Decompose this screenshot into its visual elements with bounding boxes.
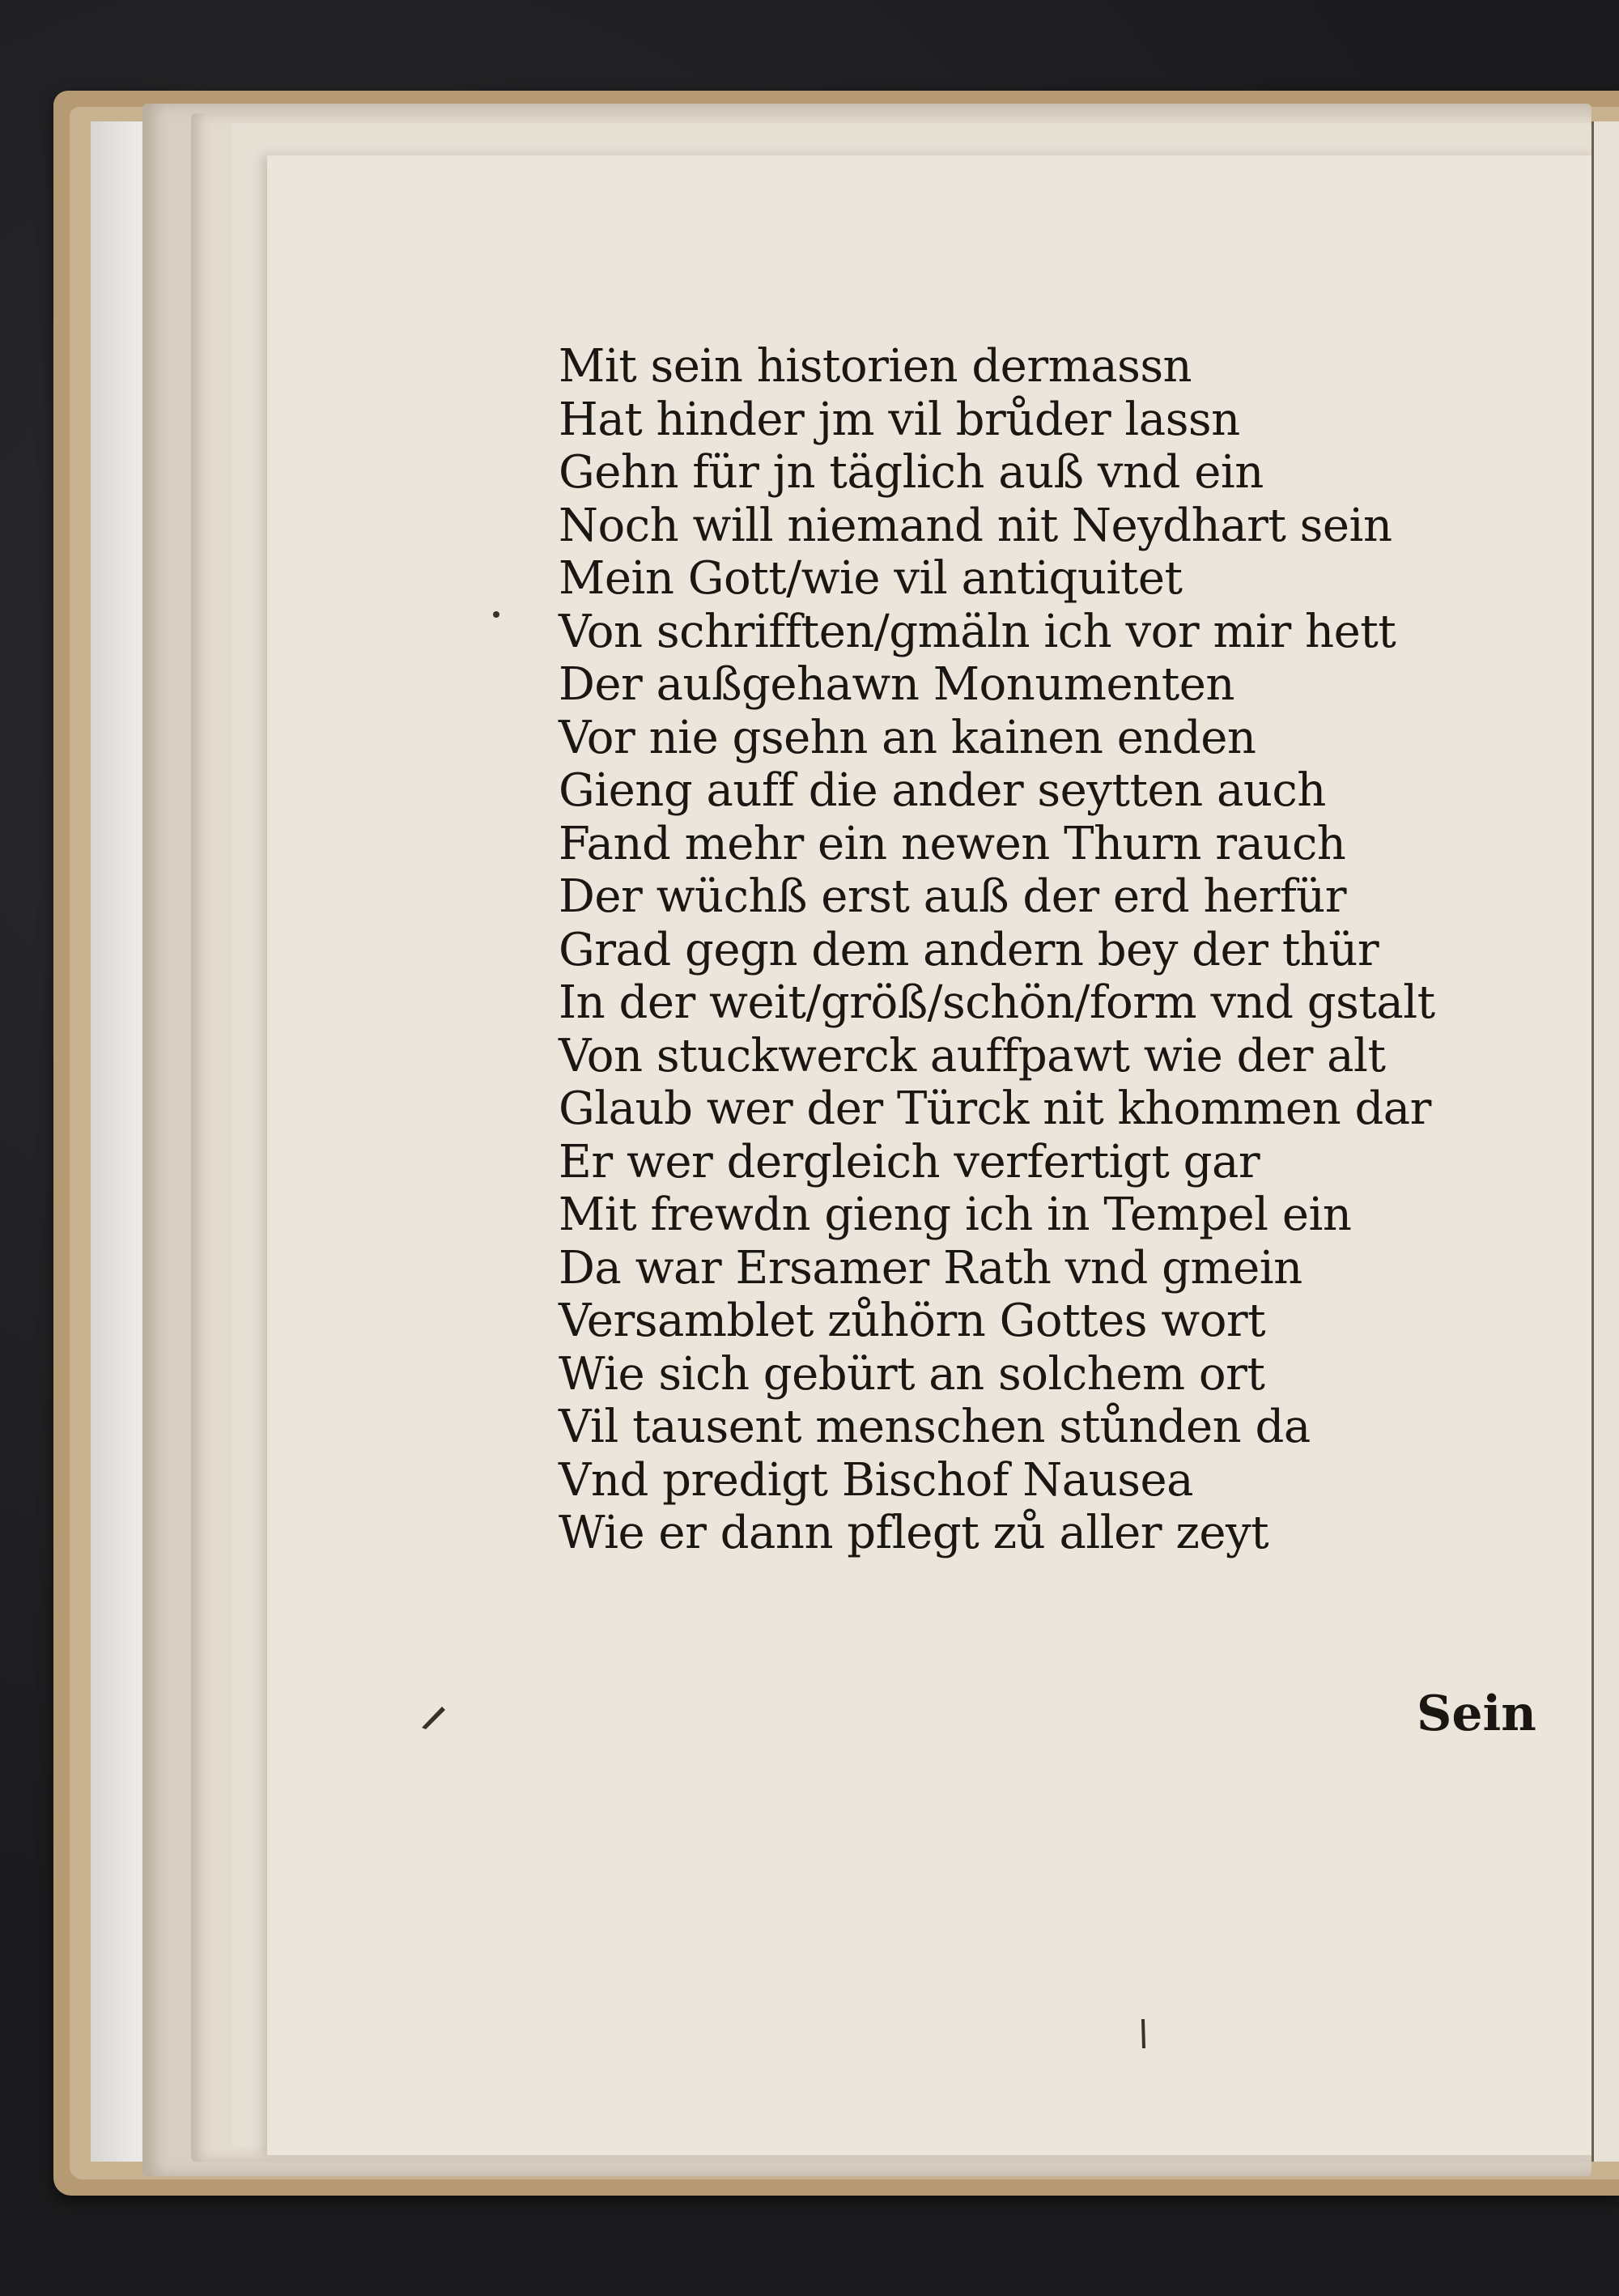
verse-text-block	[559, 340, 1465, 1560]
ink-speck-mark	[418, 1700, 450, 1733]
verse-line: Grad gegn dem andern bey der thür	[559, 923, 1379, 976]
verse-line: Wie sich gebürt an solchem ort	[559, 1347, 1265, 1401]
verse-line: Mit frewdn gieng ich in Tempel ein	[559, 1188, 1352, 1241]
verse-line: Hat hinder jm vil brůder lassn	[559, 393, 1240, 446]
verse-line: Von stuckwerck auffpawt wie der alt	[559, 1029, 1386, 1082]
verse-line: Vnd predigt Bischof Nausea	[559, 1453, 1194, 1507]
verse-line: Noch will niemand nit Neydhart sein	[559, 499, 1392, 552]
verse-line: Vil tausent menschen stůnden da	[559, 1401, 1311, 1453]
verse-line: Von schrifften/gmäln ich vor mir hett	[559, 605, 1396, 658]
verse-line: Vor nie gsehn an kainen enden	[559, 711, 1256, 764]
verse-line: Der außgehawn Monumenten	[559, 658, 1234, 711]
verse-line: Gieng auff die ander seytten auch	[559, 764, 1326, 817]
verse-line: Mit sein historien dermassn	[559, 340, 1192, 393]
catchword: Sein	[1417, 1686, 1536, 1742]
verse-line: In der weit/größ/schön/form vnd gstalt	[559, 976, 1435, 1029]
verse-line: Der wüchß erst auß der erd herfür	[559, 870, 1347, 923]
verse-line: Er wer dergleich verfertigt gar	[559, 1135, 1260, 1188]
verse-line: Fand mehr ein newen Thurn rauch	[559, 817, 1346, 870]
verse-line: Gehn für jn täglich auß vnd ein	[559, 446, 1264, 499]
facing-page-edge	[1591, 121, 1619, 2162]
ink-stroke-mark	[1137, 2018, 1149, 2050]
verse-line: Versamblet zůhörn Gottes wort	[559, 1295, 1266, 1347]
verse-line: Glaub wer der Türck nit khommen dar	[559, 1082, 1431, 1135]
verse-line: Wie er dann pflegt zů aller zeyt	[559, 1507, 1269, 1559]
ink-dot-mark	[491, 609, 502, 620]
verse-line: Mein Gott/wie vil antiquitet	[559, 552, 1183, 605]
verse-line: Da war Ersamer Rath vnd gmein	[559, 1241, 1302, 1295]
